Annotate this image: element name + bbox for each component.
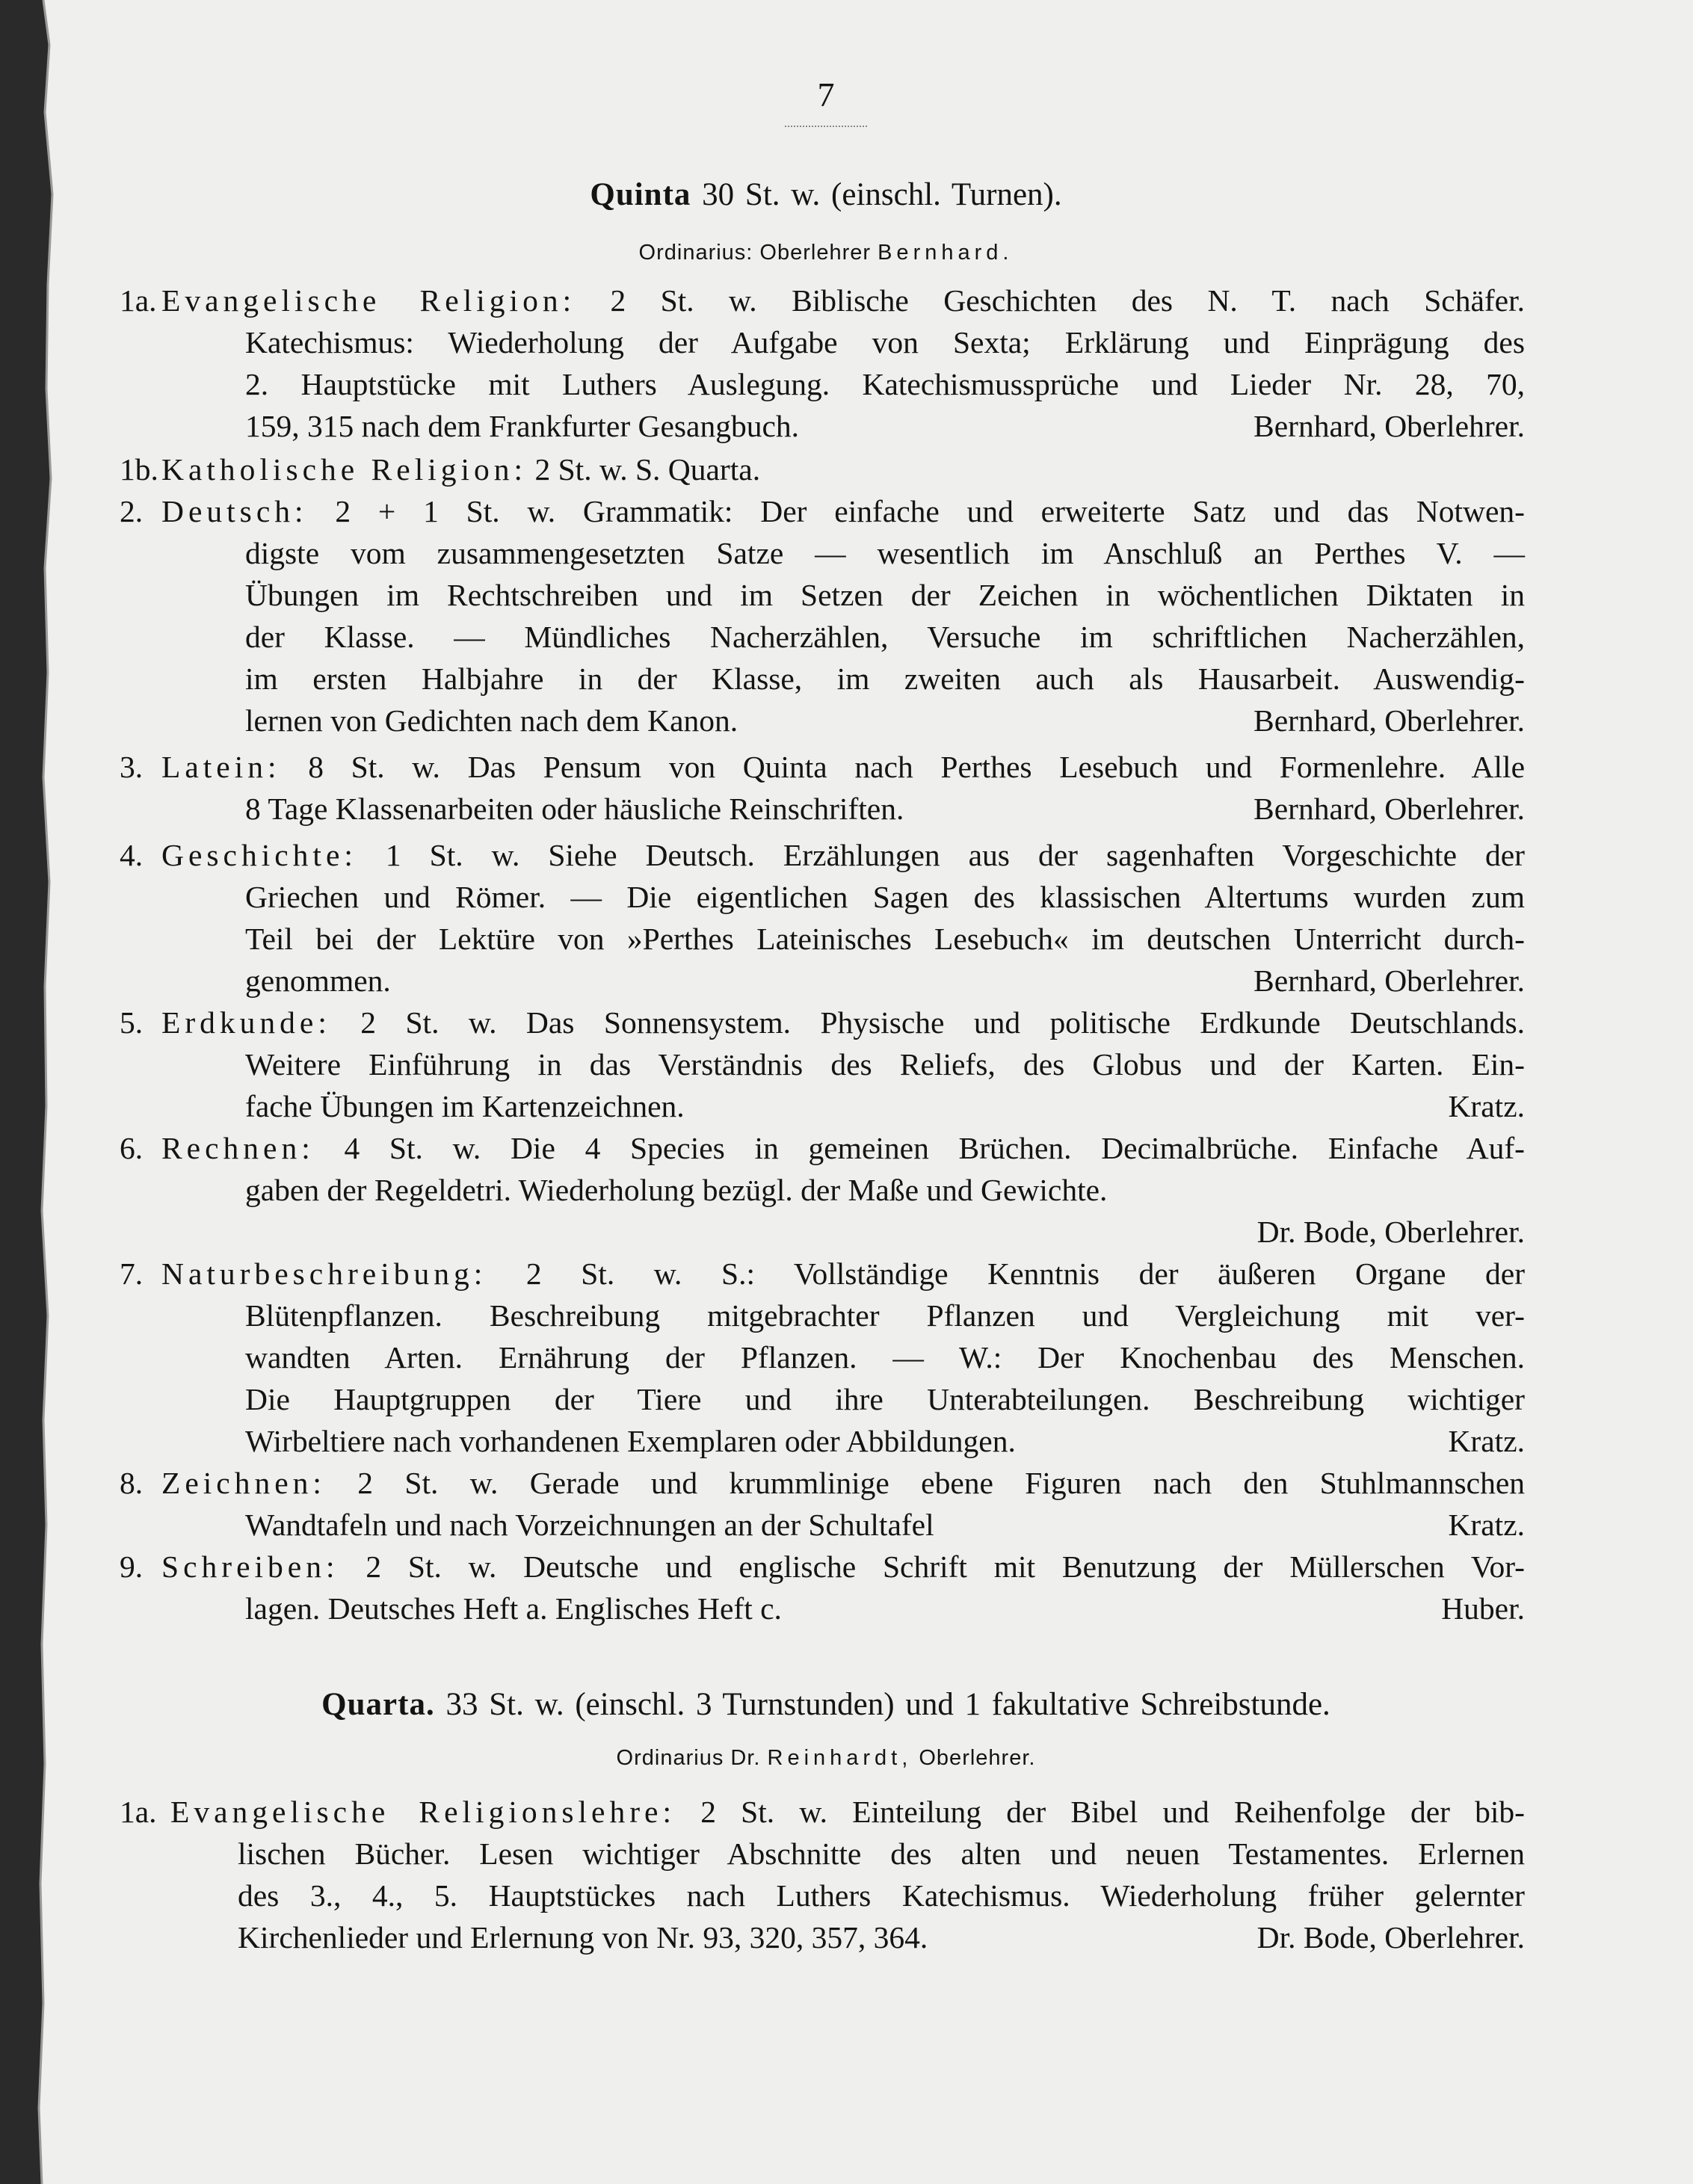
entry-line: lischen Bücher. Lesen wichtiger Abschnitte des alten und neuen Testamentes. Erlernen <box>238 1836 1525 1871</box>
curriculum-entry <box>120 280 1525 447</box>
entry-text: 2 St. w. S.: Vollständige Kenntnis der äußeren Organe der <box>525 1256 1526 1291</box>
entry-line: Blütenpflanzen. Beschreibung mitgebrachter Pflanzen und Vergleichung mit ver- <box>245 1298 1525 1333</box>
entry-number: 9. <box>120 1549 144 1584</box>
entry-subject: Erdkunde: <box>161 1005 331 1040</box>
entry-number: 1a. <box>120 1795 157 1829</box>
entry-line <box>161 1462 1525 1504</box>
entry-text: 2 + 1 St. w. Grammatik: Der einfache und erweiterte Satz und das Notwen- <box>335 494 1525 528</box>
entry-line: gaben der Regeldetri. Wiederholung bezügl. der Maße und Gewichte. <box>245 1173 1108 1207</box>
entry-text: 8 St. w. Das Pensum von Quinta nach Perthes Lesebuch und Formenlehre. Alle <box>308 750 1526 784</box>
entry-number: 2. <box>120 494 144 528</box>
entry-subject: Geschichte: <box>161 838 357 872</box>
entry-line: genommen. <box>245 963 391 998</box>
entry-text: 1 St. w. Siehe Deutsch. Erzählungen aus der sagenhaften Vorgeschichte der <box>385 838 1525 872</box>
entry-line: des 3., 4., 5. Hauptstückes nach Luthers Katechismus. Wiederholung früher gelernter <box>238 1878 1525 1913</box>
entry-line: Wandtafeln und nach Vorzeichnungen an der Schultafel <box>245 1508 934 1542</box>
page-number-rule <box>785 126 867 127</box>
teacher-name: Dr. Bode, Oberlehrer. <box>1256 1215 1525 1249</box>
section-title-rest: 30 St. w. (einschl. Turnen). <box>702 177 1062 212</box>
ordinarius-suffix: Oberlehrer. <box>919 1746 1036 1770</box>
entry-line <box>161 448 1058 490</box>
entry-number: 3. <box>120 750 144 784</box>
curriculum-entry <box>120 1546 1525 1629</box>
entry-line: fache Übungen im Kartenzeichnen. <box>245 1089 685 1123</box>
curriculum-entry <box>120 1253 1525 1462</box>
torn-page-edge <box>0 0 54 2184</box>
entry-line: lernen von Gedichten nach dem Kanon. <box>245 703 738 738</box>
entry-number: 1b. <box>120 452 158 487</box>
entry-line: Übungen im Rechtschreiben und im Setzen der Zeichen in wöchentlichen Diktaten in <box>245 578 1525 612</box>
entry-subject: Schreiben: <box>161 1549 339 1584</box>
curriculum-entry <box>120 834 1525 1002</box>
curriculum-entry <box>120 1127 1525 1253</box>
entry-line: Wirbeltiere nach vorhandenen Exemplaren oder Abbildungen. <box>245 1424 1016 1458</box>
entry-line: Weitere Einführung in das Verständnis des Reliefs, des Globus und der Karten. Ein- <box>245 1047 1525 1082</box>
entry-line: 2. Hauptstücke mit Luthers Auslegung. Katechismussprüche und Lieder Nr. 28, 70, <box>245 367 1525 401</box>
entry-number: 8. <box>120 1466 144 1500</box>
entry-line: Die Hauptgruppen der Tiere und ihre Unterabteilungen. Beschreibung wichtiger <box>245 1382 1525 1416</box>
section-title-quarta <box>0 1686 1652 1723</box>
entry-subject: Katholische Religion: <box>161 452 528 487</box>
entry-line <box>170 1791 1525 1833</box>
entry-line: Griechen und Römer. — Die eigentlichen Sagen des klassischen Altertums wurden zum <box>245 880 1525 914</box>
section-title-rest: 33 St. w. (einschl. 3 Turnstunden) und 1 fakultative Schreibstunde. <box>445 1687 1330 1722</box>
teacher-name: Kratz. <box>1448 1508 1525 1542</box>
ordinarius-quinta <box>0 241 1652 265</box>
entry-line: im ersten Halbjahre in der Klasse, im zweiten auch als Hausarbeit. Auswendig- <box>245 661 1525 696</box>
entry-subject: Zeichnen: <box>161 1466 326 1500</box>
curriculum-entry <box>120 1791 1525 1958</box>
entry-line <box>161 1253 1525 1295</box>
entry-text: 2 St. w. Gerade und krummlinige ebene Figuren nach den Stuhlmannschen <box>357 1466 1526 1500</box>
section-title-bold: Quarta. <box>321 1687 435 1722</box>
entry-line <box>161 1546 1525 1588</box>
ordinarius-name: Bernhard. <box>878 241 1014 265</box>
entry-number: 1a. <box>120 283 157 318</box>
entry-line: Katechismus: Wiederholung der Aufgabe von Sexta; Erklärung und Einprägung des <box>245 325 1525 360</box>
teacher-name: Dr. Bode, Oberlehrer. <box>1256 1920 1525 1955</box>
entry-text: 2 St. w. Einteilung der Bibel und Reihenfolge der bib- <box>700 1795 1525 1829</box>
entry-text: 2 St. w. Deutsche und englische Schrift mit Benutzung der Müllerschen Vor- <box>366 1549 1526 1584</box>
curriculum-entry <box>120 746 1525 830</box>
teacher-name: Bernhard, Oberlehrer. <box>1253 792 1525 826</box>
entry-line: 159, 315 nach dem Frankfurter Gesangbuch. <box>245 409 800 443</box>
ordinarius-prefix: Ordinarius: Oberlehrer <box>638 241 872 265</box>
entry-line <box>161 1002 1525 1043</box>
ordinarius-quarta <box>0 1746 1652 1771</box>
ordinarius-prefix: Ordinarius Dr. <box>616 1746 761 1770</box>
entry-subject: Evangelische Religion: <box>161 283 576 318</box>
entry-line: Kirchenlieder und Erlernung von Nr. 93, 320, 357, 364. <box>238 1920 928 1955</box>
entry-number: 6. <box>120 1131 144 1165</box>
curriculum-entry <box>120 448 1525 490</box>
entry-line: Teil bei der Lektüre von »Perthes Lateinisches Lesebuch« im deutschen Unterricht durch- <box>245 922 1525 956</box>
entry-text: 2 St. w. Das Sonnensystem. Physische und politische Erdkunde Deutschlands. <box>360 1005 1526 1040</box>
entry-line: wandten Arten. Ernährung der Pflanzen. — W.: Der Knochenbau des Menschen. <box>245 1340 1525 1375</box>
teacher-name: Bernhard, Oberlehrer. <box>1253 703 1525 738</box>
entry-line <box>161 834 1525 876</box>
entry-line <box>161 490 1525 532</box>
entry-subject: Latein: <box>161 750 281 784</box>
entry-text: 2 St. w. S. Quarta. <box>534 452 761 487</box>
entry-line: lagen. Deutsches Heft a. Englisches Heft c. <box>245 1591 782 1626</box>
entry-subject: Evangelische Religionslehre: <box>170 1795 676 1829</box>
ordinarius-name: Reinhardt, <box>767 1746 913 1770</box>
entry-subject: Naturbeschreibung: <box>161 1256 487 1291</box>
entry-subject: Deutsch: <box>161 494 308 528</box>
entry-number: 4. <box>120 838 144 872</box>
curriculum-entry <box>120 490 1525 741</box>
entry-text: 2 St. w. Biblische Geschichten des N. T. nach Schäfer. <box>610 283 1526 318</box>
entry-line: digste vom zusammengesetzten Satze — wesentlich im Anschluß an Perthes V. — <box>245 536 1525 570</box>
teacher-name: Kratz. <box>1448 1424 1525 1458</box>
teacher-name: Bernhard, Oberlehrer. <box>1253 409 1525 443</box>
teacher-name: Kratz. <box>1448 1089 1525 1123</box>
curriculum-entry <box>120 1462 1525 1546</box>
entry-line <box>161 746 1525 788</box>
entry-number: 7. <box>120 1256 144 1291</box>
entry-line <box>161 280 1525 321</box>
entry-line: 8 Tage Klassenarbeiten oder häusliche Reinschriften. <box>245 792 904 826</box>
entry-text: 4 St. w. Die 4 Species in gemeinen Brüchen. Decimalbrüche. Einfache Auf- <box>344 1131 1526 1165</box>
curriculum-entry <box>120 1002 1525 1127</box>
page-number: 7 <box>817 75 835 114</box>
teacher-name: Bernhard, Oberlehrer. <box>1253 963 1525 998</box>
entry-subject: Rechnen: <box>161 1131 315 1165</box>
entry-line <box>161 1127 1525 1169</box>
section-title-quinta <box>0 176 1652 213</box>
entry-line: der Klasse. — Mündliches Nacherzählen, Versuche im schriftlichen Nacherzählen, <box>245 620 1525 654</box>
entry-number: 5. <box>120 1005 144 1040</box>
section-title-bold: Quinta <box>590 177 691 212</box>
teacher-name: Huber. <box>1441 1591 1525 1626</box>
